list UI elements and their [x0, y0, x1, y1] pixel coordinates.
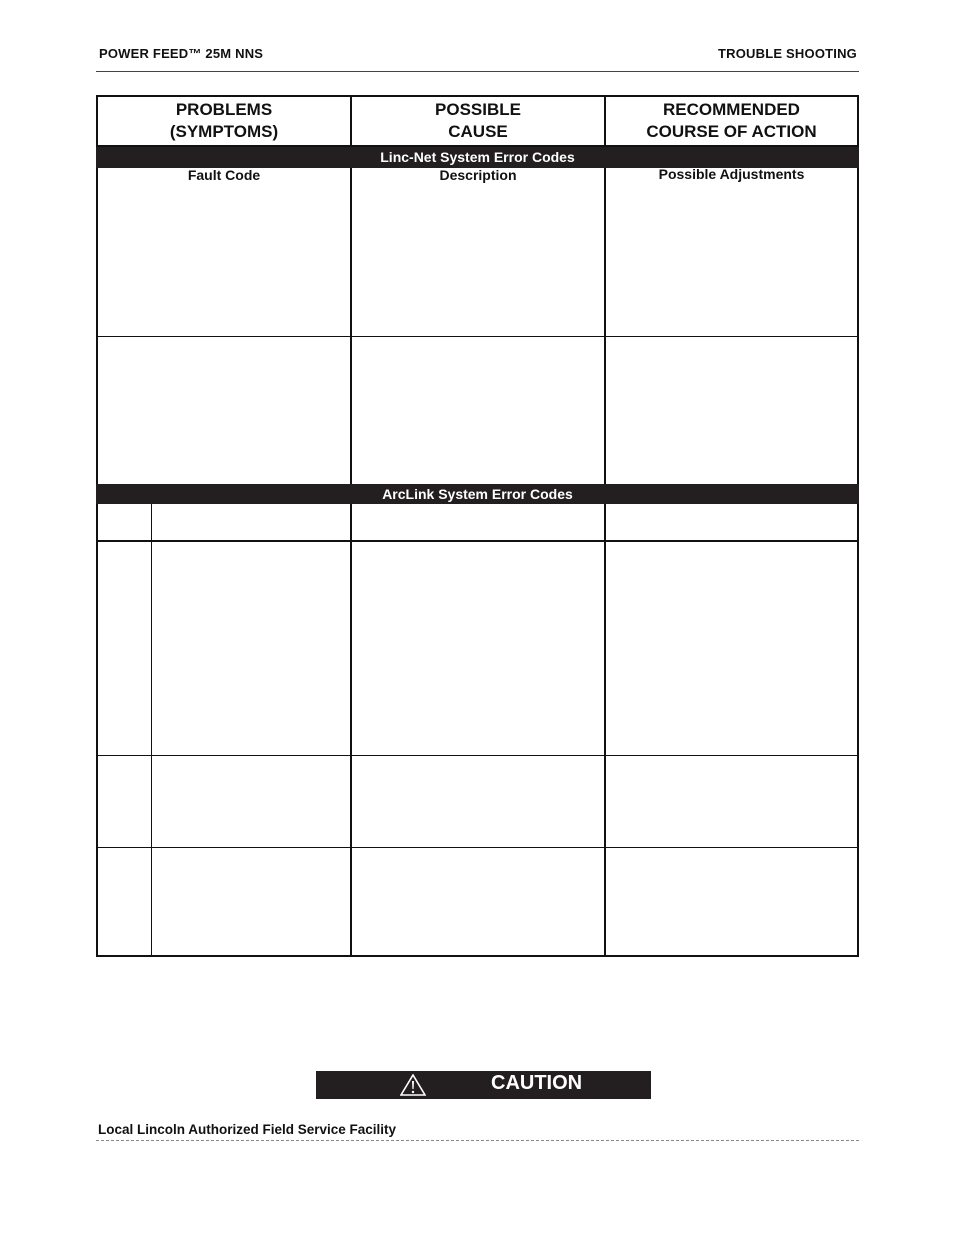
lincnet-section-title: Linc-Net System Error Codes [380, 149, 575, 165]
product-title: POWER FEED™ 25M NNS [99, 46, 264, 61]
lincnet-row-divider [96, 336, 859, 337]
footer-rule [96, 1140, 859, 1141]
cause-column-header [352, 95, 604, 147]
action-column-header [606, 95, 857, 147]
column-divider-2 [604, 95, 606, 957]
caution-banner [316, 1071, 651, 1099]
arclink-row-divider-2 [96, 755, 859, 756]
lincnet-section-band [96, 147, 859, 168]
header-rule [96, 71, 859, 72]
description-subheader: Description [439, 167, 517, 183]
column-divider-1 [350, 95, 352, 957]
problems-column-header [98, 95, 350, 147]
fault-code-subheader: Fault Code [187, 167, 261, 183]
caution-label: CAUTION [491, 1072, 583, 1094]
table-border-bottom [96, 955, 859, 957]
arclink-row-divider-3 [96, 847, 859, 848]
table-border-right [857, 95, 859, 957]
arclink-section-band [96, 484, 859, 504]
cause-header-label: POSSIBLE CAUSE [435, 100, 521, 141]
arclink-section-title: ArcLink System Error Codes [382, 486, 573, 502]
table-border-left [96, 95, 98, 957]
arclink-code-column-divider [151, 504, 152, 956]
problems-header-label: PROBLEMS (SYMPTOMS) [169, 100, 279, 141]
section-title: TROUBLE SHOOTING [718, 46, 857, 61]
arclink-row-divider-1 [96, 540, 857, 542]
warning-triangle-icon [400, 1074, 426, 1096]
action-header-label: RECOMMENDED COURSE OF ACTION [646, 100, 817, 141]
service-facility-text: Local Lincoln Authorized Field Service Facility [98, 1122, 397, 1137]
adjustments-subheader: Possible Adjustments [658, 166, 805, 182]
